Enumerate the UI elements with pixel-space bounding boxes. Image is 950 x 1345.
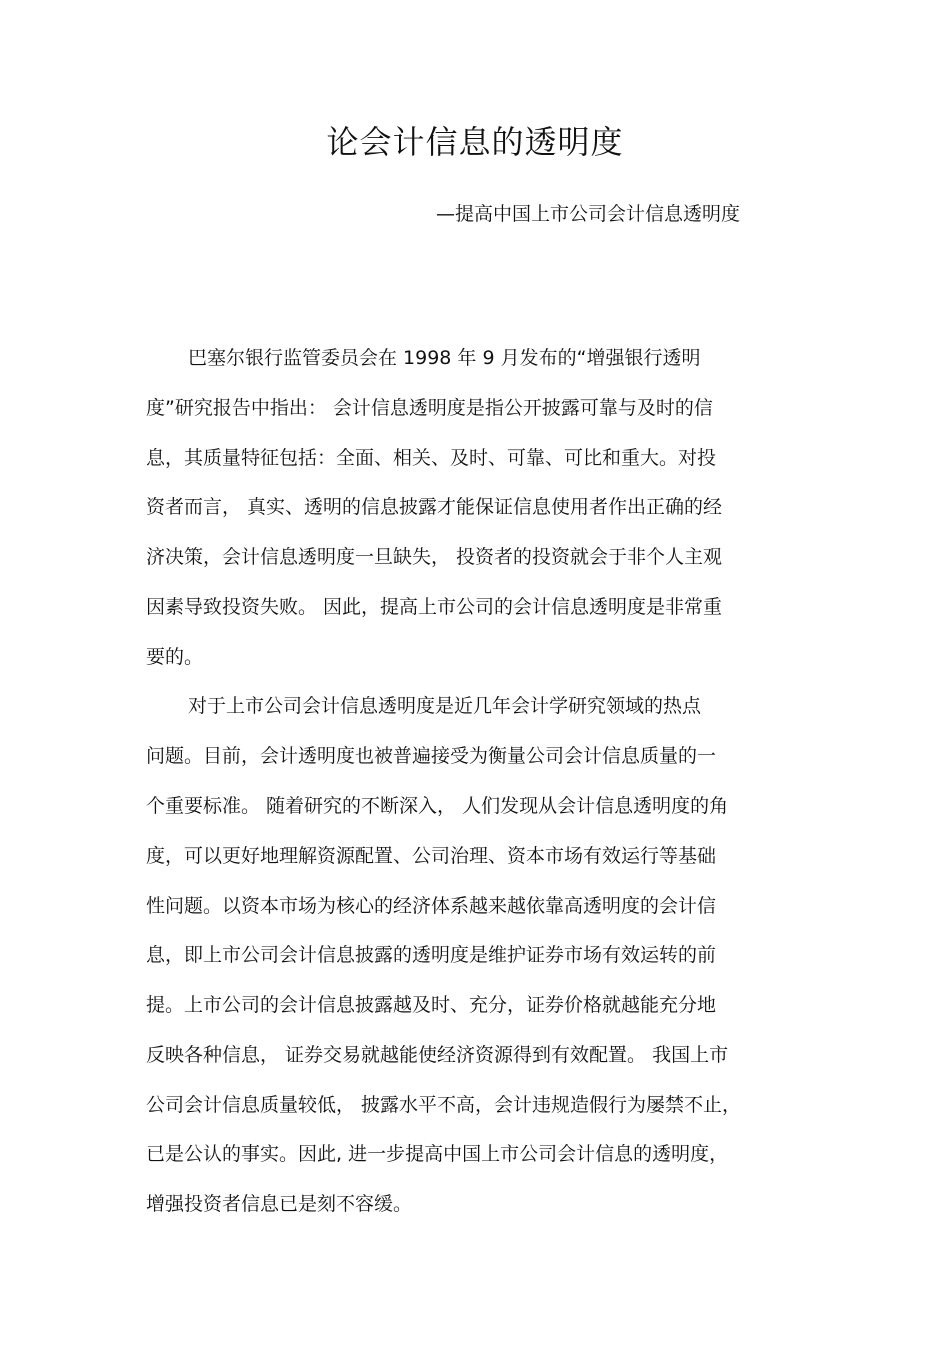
paragraph-line: 息，其质量特征包括：全面、相关、及时、可靠、可比和重大。对投 bbox=[146, 447, 717, 469]
paragraph-line: 对于上市公司会计信息透明度是近几年会计学研究领域的热点 bbox=[188, 695, 702, 717]
paragraph-line: 资者而言， 真实、透明的信息披露才能保证信息使用者作出正确的经 bbox=[146, 496, 723, 518]
paragraph-line: 息，即上市公司会计信息披露的透明度是维护证券市场有效运转的前 bbox=[146, 944, 717, 966]
paragraph-line: 提。上市公司的会计信息披露越及时、充分，证券价格就越能充分地 bbox=[146, 994, 717, 1016]
paragraph-line: 公司会计信息质量较低， 披露水平不高，会计违规造假行为屡禁不止， bbox=[146, 1094, 742, 1116]
paragraph-line: 性问题。以资本市场为核心的经济体系越来越依靠高透明度的会计信 bbox=[146, 895, 717, 917]
paragraph-line: 度”研究报告中指出： 会计信息透明度是指公开披露可靠与及时的信 bbox=[146, 397, 713, 419]
paragraph-line: 个重要标准。 随着研究的不断深入， 人们发现从会计信息透明度的角 bbox=[146, 795, 729, 817]
paragraph-line: 反映各种信息， 证券交易就越能使经济资源得到有效配置。 我国上市 bbox=[146, 1044, 729, 1066]
paragraph-line: 问题。目前，会计透明度也被普遍接受为衡量公司会计信息质量的一 bbox=[146, 745, 717, 767]
paragraph-line: 因素导致投资失败。 因此，提高上市公司的会计信息透明度是非常重 bbox=[146, 596, 723, 618]
paragraph-line: 增强投资者信息已是刻不容缓。 bbox=[146, 1193, 413, 1215]
paragraph-line: 要的。 bbox=[146, 646, 204, 668]
paragraph-line: 济决策，会计信息透明度一旦缺失， 投资者的投资就会于非个人主观 bbox=[146, 546, 723, 568]
paragraph-line: 巴塞尔银行监管委员会在 1998 年 9 月发布的“增强银行透明 bbox=[188, 347, 701, 369]
document-title: 论会计信息的透明度 bbox=[326, 123, 624, 161]
paragraph-line: 已是公认的事实。因此, 进一步提高中国上市公司会计信息的透明度， bbox=[146, 1143, 729, 1165]
paragraph-line: 度，可以更好地理解资源配置、公司治理、资本市场有效运行等基础 bbox=[146, 845, 717, 867]
document-subtitle: —提高中国上市公司会计信息透明度 bbox=[436, 203, 741, 225]
